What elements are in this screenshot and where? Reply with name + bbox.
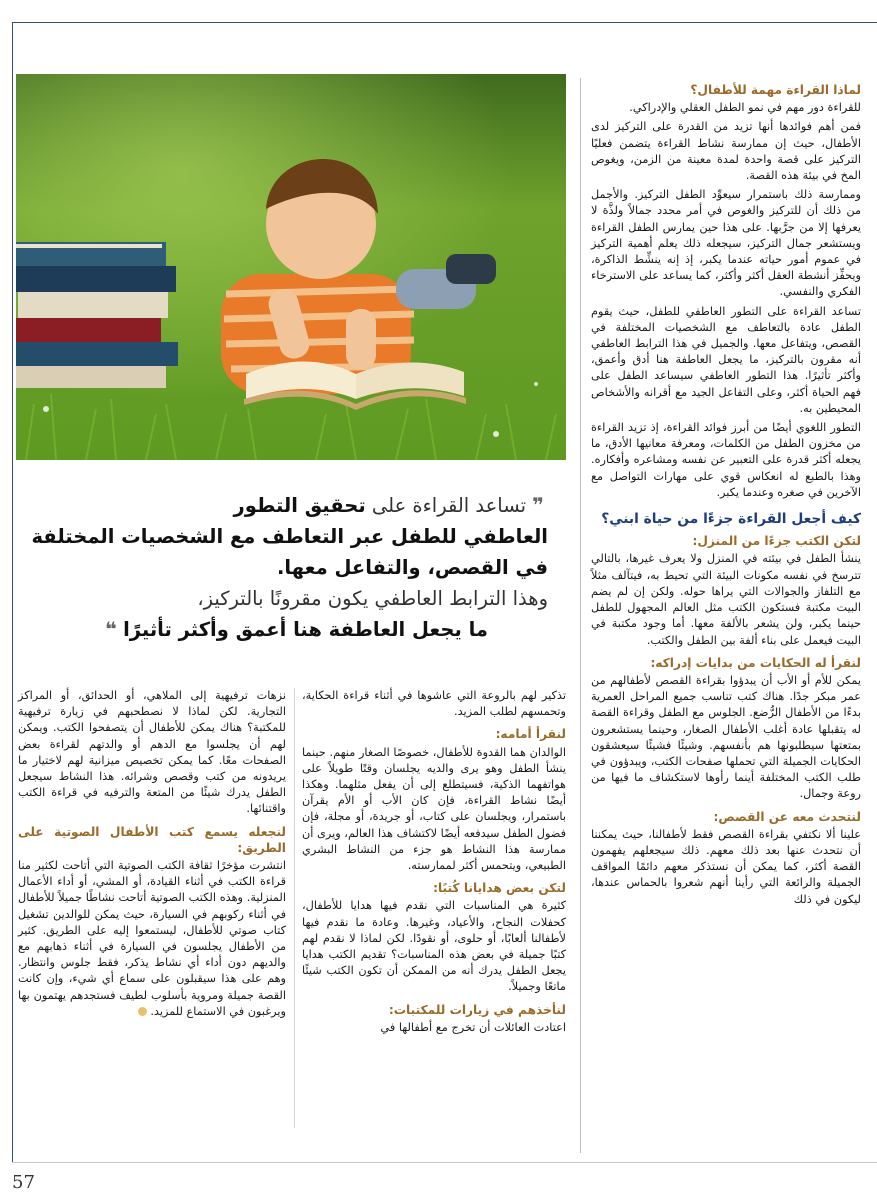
middle-column	[302, 688, 566, 1039]
left-column	[18, 688, 286, 1023]
pull-quote	[18, 490, 548, 645]
pull-quote-line1-light: تساعد القراءة على	[371, 494, 527, 517]
right-column	[591, 76, 861, 911]
frame-top-rule	[12, 22, 877, 23]
pull-quote-line5: ما يجعل العاطفة هنا أعمق وأكثر تأثيرًا	[123, 618, 488, 641]
paragraph-text: انتشرت مؤخرًا ثقافة الكتب الصوتية التي أتاحت لكثير منا قراءة الكتب في أثناء القيادة، أو المشي، أو أداء الأعمال المنزلية. وهذه الكتب الصوتية أتاحت نشاطًا جميلاً للأطفال في أثناء ركوبهم في السيارة، حيث يمكن للوالدين تشغيل كتاب صوتي للأطفال، ليستمعوا إليه على الطريق. كثير من الأطفال يجلسون في السيارة في أثناء ذهابهم مع والديهم دون أداء أي نشاط يذكر، فقط جلوس وانتظار. وهم على هذا سيقبلون على سماع أي شيء، وإن كانت القصة جميلة ومروية بأسلوب لطيف فستجدهم يهتمون بها ويرغبون في الاستماع للمزيد.	[18, 859, 286, 1018]
quote-close-icon: ❝	[105, 617, 117, 641]
end-mark-icon	[138, 1007, 147, 1016]
paragraph: للقراءة دور مهم في نمو الطفل العقلي والإدراكي.	[629, 101, 861, 115]
paragraph: تذكير لهم بالروعة التي عاشوها في أثناء قراءة الحكاية، وتحمسهم لطلب المزيد.	[302, 689, 566, 719]
paragraph: تساعد القراءة على التطور العاطفي للطفل، حيث يقوم الطفل عادة بالتعاطف مع الشخصيات المختلفة في القصص، ويتفاعل معها. والجميل في هذا الترابط العاطفي أنه مقرون بالتركيز، ما يجعل العاطفة هنا أدق وأعمق، وأكثر تأثيرًا. هذا التطور العاطفي سيساعد الطفل على فهم الحياة أكثر، وعلى التفاعل الجيد مع أقرانه والأشخاص المحيطين به.	[591, 304, 861, 415]
column-divider-lower	[294, 688, 295, 1128]
paragraph: يمكن للأم أو الأب أن يبدؤوا بقراءة القصص لأطفالهم من عمر مبكر جدًا. هناك كتب تناسب جميع المراحل العمرية بدءًا من الأطفال الرُّضع. الجلوس مع الطفل وقراءة القصة له يتقبلها عادة أغلب الأطفال الصغار، وحينما يستشعرون بمتعتها سيطلبونها هم بأنفسهم. وشيئًا فشيئًا سيعشقون الحكايات الجميلة التي تحملها صفحات الكتب، ويبدؤون في طلب الكتب المختلفة أينما رأوها لاستكشاف ما فيها من روعة وجمال.	[591, 673, 861, 801]
subheading-audio-books: لنجعله يسمع كتب الأطفال الصوتية على الطريق:	[18, 824, 286, 855]
column-divider	[580, 78, 581, 1153]
paragraph: فمن أهم فوائدها أنها تزيد من القدرة على التركيز لدى الأطفال، حيث إن ممارسة نشاط القراءة يتضمن فعليًا التركيز على قصة واحدة لمدة معينة من الزمن، ويغوص المخ في بيئة هذه القصة.	[591, 120, 861, 183]
subheading-library-visits: لنأخذهم في زيارات للمكتبات:	[388, 1002, 566, 1017]
pull-quote-line3: في القصص، والتفاعل معها.	[277, 556, 548, 579]
paragraph: كثيرة هي المناسبات التي نقدم فيها هدايا للأطفال، كحفلات النجاح، والأعياد، وغيرها. وعادة ما نقدم فيها لأطفالنا ألعابًا، أو حلوى، أو نقودًا. لكن لماذا لا نقدم لهم كتبًا جميلة في بعض هذه المناسبات؟ تقديم الكتب هدايا يجعل الطفل يدرك أنه من الممكن أن تكون الكتب شيئًا ماتعًا وجميلاً.	[302, 899, 566, 994]
paragraph: نزهات ترفيهية إلى الملاهي، أو الحدائق، أو المراكز التجارية. لكن لماذا لا نصطحبهم في زيارة ترفيهية للمكتبة؟ هناك يمكن للأطفال أن يتصفحوا الكتب. ويمكن لهم أن يجلسوا مع الدهم أو والدتهم لقراءة بعض الصفحات معًا. كما يمكن تخصيص ميزانية لهم لاختيار ما يريدونه من كتب وقصص وشرائه. هذا النشاط سيجعل الطفل يدرك شيئًا من المتعة والترفيه في قراءة الكتب واقتنائها.	[18, 689, 286, 816]
frame-bottom-rule	[12, 1162, 877, 1163]
paragraph: اعتادت العائلات أن تخرج مع أطفالها في	[380, 1020, 566, 1034]
paragraph: ينشأ الطفل في بيئته في المنزل ولا يعرف غيرها، بالتالي تترسخ في نفسه مكونات البيئة التي تحيط به، فيتآلف مثلاً مع التلفاز والجوالات التي يراها حوله. ولكن إن لم يضم البيت مكتبة فستكون الكتب مثل العالم المجهول للطفل حينما يكبر، ولن يشعر بالألفة معها. أما وجود مكتبة في البيت فيعمل على بناء ألفة بين الطفل والكتب.	[591, 552, 861, 647]
subheading-read-in-front: لنقرأ أمامه:	[495, 727, 566, 742]
heading-how-make-reading: كيف أجعل القراءة جزءًا من حياة ابني؟	[601, 511, 861, 528]
paragraph: التطور اللغوي أيضًا من أبرز فوائد القراءة، إذ تزيد القراءة من مخزون الطفل من الكلمات، ومعرفة معانيها الأدق، ما يجعله أكثر قدرة على التعبير عن نفسه ومشاعره وأفكاره. وهذا بالطبع له انعكاس قوي على مهارات التواصل مع الآخرين في صغره وعندما يكبر.	[591, 421, 861, 499]
pull-quote-line1-bold: تحقيق التطور	[233, 494, 366, 517]
subheading-books-home: لتكن الكتب جزءًا من المنزل:	[692, 534, 861, 549]
pull-quote-line2: العاطفي للطفل عبر التعاطف مع الشخصيات المختلفة	[31, 525, 548, 548]
quote-open-icon: ❞	[532, 493, 544, 517]
photo-boy-reading	[16, 74, 566, 460]
paragraph: وممارسة ذلك باستمرار سيعوِّد الطفل التركيز. والأجمل من ذلك أن للتركيز والغوص في أمر محدد جمالاً ولذَّة لا يعرفها إلا من جرَّبها. على هذا حين يمارس الطفل القراءة ويستشعر جمال التركيز، سيجعله ذلك يعلم أهمية التركيز في عموم أمور حياته عندما يكبر، إذ إنه ينشِّط الذاكرة، ويحفِّز أنشطة العقل أكثر وأكثر، كما يساعد على الاسترخاء الفكري والنفسي.	[591, 188, 861, 299]
paragraph	[18, 858, 286, 1020]
subheading-read-stories: لنقرأ له الحكايات من بدايات إدراكه:	[650, 655, 861, 670]
pull-quote-line4: وهذا الترابط العاطفي يكون مقرونًا بالتركيز،	[197, 587, 548, 610]
frame-left-rule	[12, 22, 13, 1162]
book-photo-icon	[16, 74, 566, 460]
heading-why-reading: لماذا القراءة مهمة للأطفال؟	[690, 83, 861, 97]
subheading-gift-books: لتكن بعض هدايانا كُتبًا:	[433, 881, 566, 896]
page-number: 57	[12, 1172, 35, 1193]
paragraph: علينا ألا نكتفي بقراءة القصص فقط لأطفالنا، حيث يمكننا أن نتحدث عنها بعد ذلك معهم. ذلك سيجعلهم يفهمون القصة أكثر، كما يمكن أن نستذكر معهم دائمًا المواقف الجميلة والرائعة التي رأينا أنهم شعروا بالحماس عندها، ليكون في ذلك	[591, 827, 861, 906]
subheading-talk-stories: لنتحدث معه عن القصص:	[713, 809, 861, 824]
paragraph: الوالدان هما القدوة للأطفال، خصوصًا الصغار منهم. حينما ينشأ الطفل وهو يرى والديه يجلسان وقتًا طويلاً على هواتفهما الذكية، فسيتطلع إلى أن يفعل مثلهما. وهكذا أيضًا نشاط القراءة، فإن كان الأب أو الأم يقرآن باستمرار، ويجلسان على كتاب، أو جريدة، أو مجلة، فإن فضول الطفل سيدفعه أيضًا لاكتشاف هذا العالم، ويرى أن ممارسة هذا النشاط هو جزء من النشاط البشري الطبيعي، ويتحمس أكثر لممارسته.	[302, 745, 566, 873]
